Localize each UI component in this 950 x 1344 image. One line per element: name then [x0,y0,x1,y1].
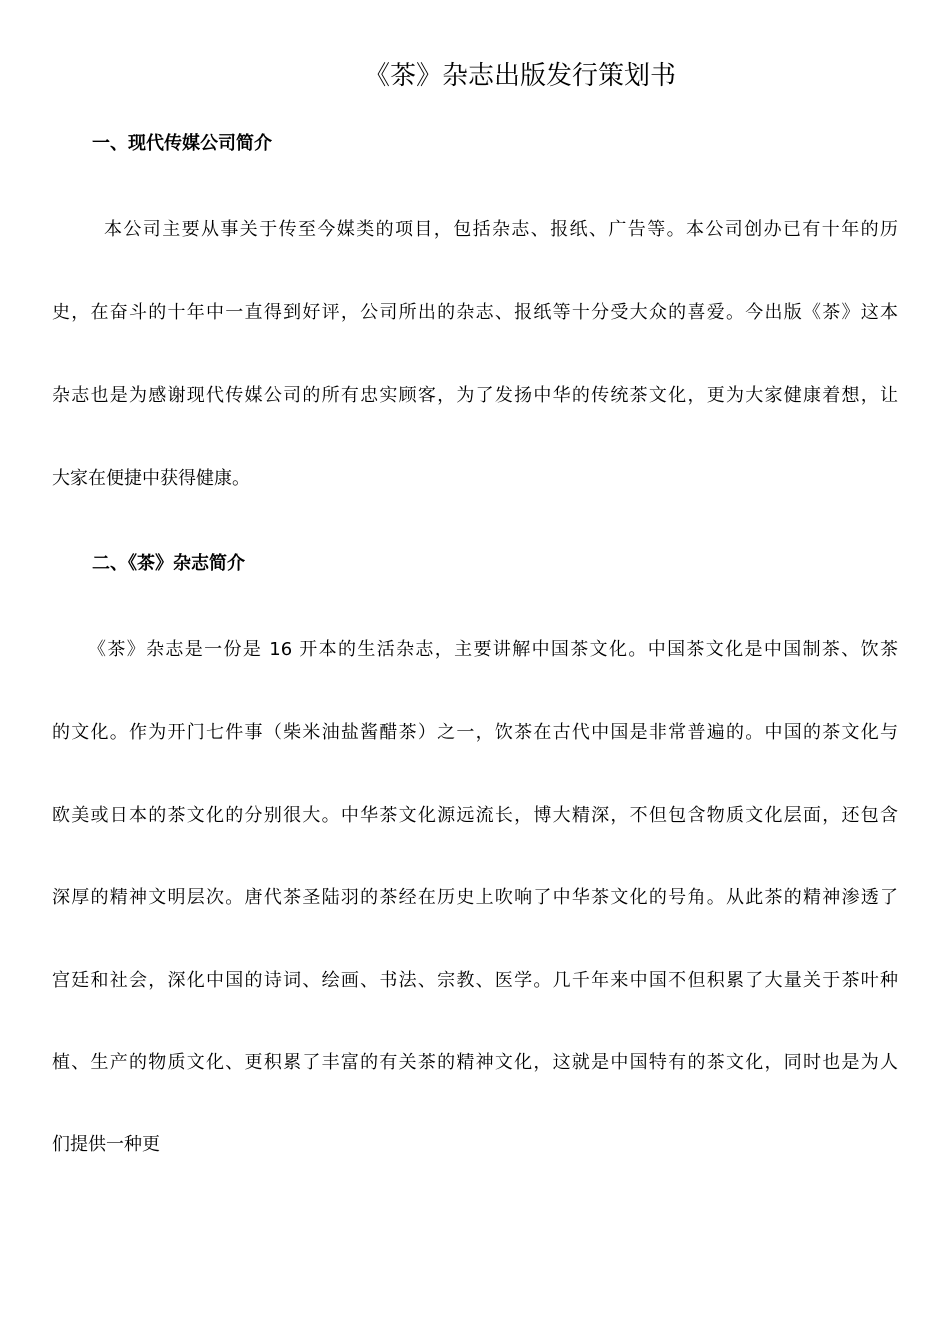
paragraph-line: 宫廷和社会，深化中国的诗词、绘画、书法、宗教、医学。几千年来中国不但积累了大量关于茶叶种 [52,970,898,991]
paragraph-line: 大家在便捷中获得健康。 [52,468,250,489]
paragraph-line: 植、生产的物质文化、更积累了丰富的有关茶的精神文化，这就是中国特有的茶文化，同时也是为人 [52,1052,898,1073]
paragraph-line: 们提供一种更 [52,1134,160,1155]
paragraph-line: 史，在奋斗的十年中一直得到好评，公司所出的杂志、报纸等十分受大众的喜爱。今出版《茶》这本 [52,302,898,323]
paragraph-line: 本公司主要从事关于传至今媒类的项目，包括杂志、报纸、广告等。本公司创办已有十年的历 [104,219,898,240]
document-title: 《茶》杂志出版发行策划书 [363,61,676,91]
section-heading-company: 一、现代传媒公司简介 [92,133,272,154]
paragraph-line: 欧美或日本的茶文化的分别很大。中华茶文化源远流长，博大精深，不但包含物质文化层面，还包含 [52,805,898,826]
paragraph-line: 杂志也是为感谢现代传媒公司的所有忠实顾客，为了发扬中华的传统茶文化，更为大家健康着想，让 [52,385,898,406]
paragraph-line: 深厚的精神文明层次。唐代茶圣陆羽的茶经在历史上吹响了中华茶文化的号角。从此茶的精神渗透了 [52,887,898,908]
paragraph-line: 的文化。作为开门七件事（柴米油盐酱醋茶）之一，饮茶在古代中国是非常普遍的。中国的茶文化与 [52,722,898,743]
paragraph-line: 《茶》杂志是一份是 16 开本的生活杂志，主要讲解中国茶文化。中国茶文化是中国制茶、饮茶 [88,639,898,660]
section-heading-magazine: 二、《茶》杂志简介 [92,553,245,574]
